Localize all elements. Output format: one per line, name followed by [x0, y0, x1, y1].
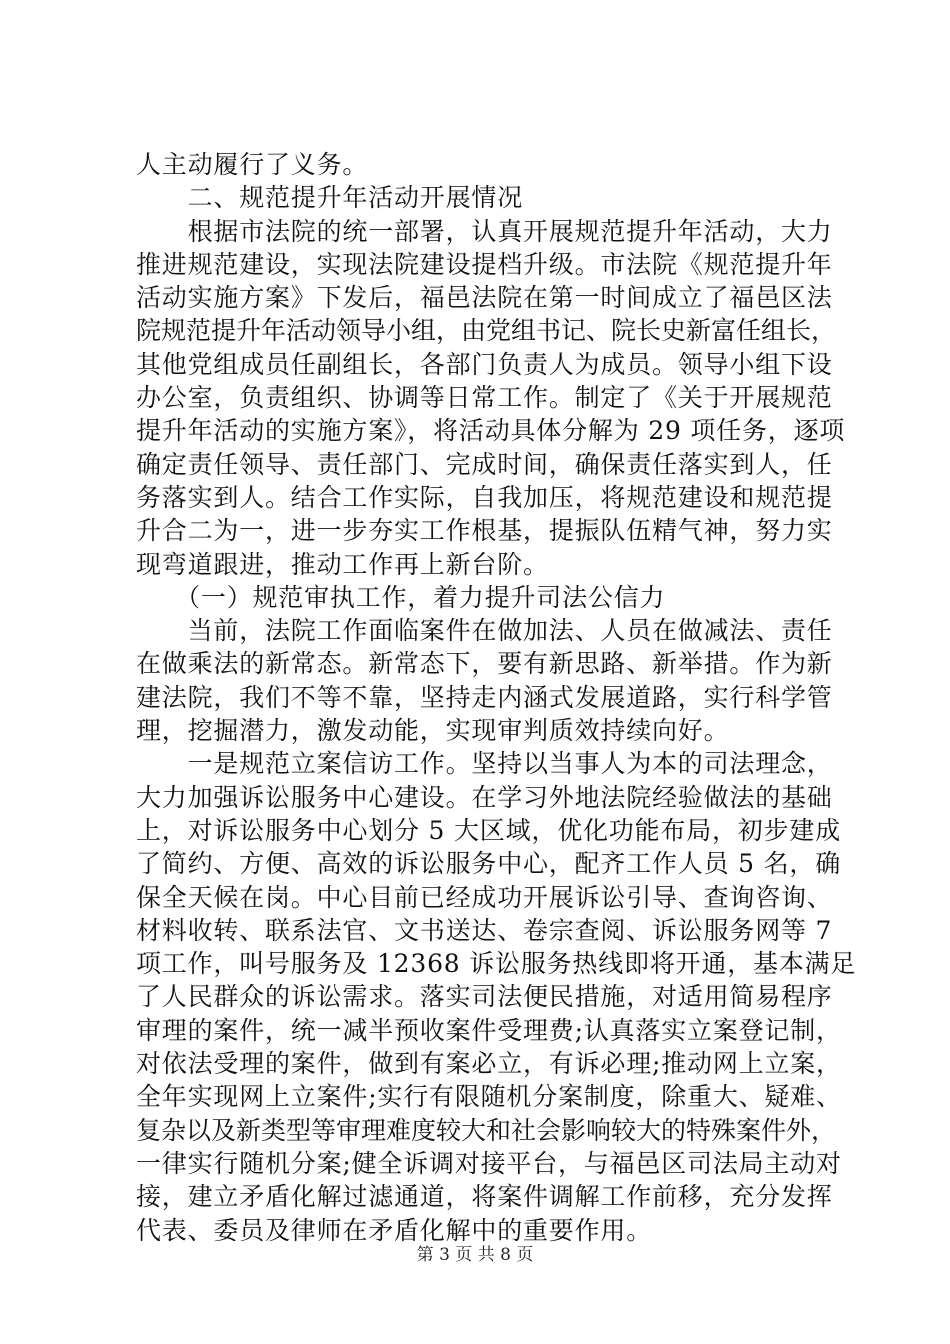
text-line: 现弯道跟进，推动工作再上新台阶。: [136, 549, 549, 579]
text-line: 接，建立矛盾化解过滤通道，将案件调解工作前移，充分发挥: [136, 1182, 833, 1212]
text-line: 一律实行随机分案;健全诉调对接平台，与福邑区司法局主动对: [136, 1148, 842, 1178]
text-line: 了简约、方便、高效的诉讼服务中心，配齐工作人员 5 名，确: [136, 849, 842, 879]
text-line: 务落实到人。结合工作实际，自我加压，将规范建设和规范提: [136, 482, 833, 512]
subsection-heading: （一）规范审执工作，着力提升司法公信力: [136, 582, 666, 612]
text-line: 在做乘法的新常态。新常态下，要有新思路、新举措。作为新: [136, 649, 833, 679]
text-line: 活动实施方案》下发后，福邑法院在第一时间成立了福邑区法: [136, 283, 833, 313]
text-line: 根据市法院的统一部署，认真开展规范提升年活动，大力: [136, 216, 833, 246]
text-line: 确定责任领导、责任部门、完成时间，确保责任落实到人，任: [136, 449, 833, 479]
text-line: 上，对诉讼服务中心划分 5 大区域，优化功能布局，初步建成: [136, 815, 842, 845]
text-line: 项工作，叫号服务及 12368 诉讼服务热线即将开通，基本满足: [136, 949, 857, 979]
text-line: 院规范提升年活动领导小组，由党组书记、院长史新富任组长，: [136, 316, 837, 346]
page-number-footer: 第 3 页 共 8 页: [416, 1245, 534, 1265]
text-line: 人主动履行了义务。: [136, 150, 369, 179]
text-line: 了人民群众的诉讼需求。落实司法便民措施，对适用简易程序: [136, 982, 833, 1012]
text-line: 一是规范立案信访工作。坚持以当事人为本的司法理念，: [136, 749, 833, 779]
text-line: 升合二为一，进一步夯实工作根基，提振队伍精气神，努力实: [136, 516, 833, 546]
text-line: 保全天候在岗。中心目前已经成功开展诉讼引导、查询咨询、: [136, 882, 833, 912]
text-line: 理，挖掘潜力，激发动能，实现审判质效持续向好。: [136, 716, 730, 746]
text-line: 推进规范建设，实现法院建设提档升级。市法院《规范提升年: [136, 249, 833, 279]
text-line: 提升年活动的实施方案》，将活动具体分解为 29 项任务，逐项: [136, 416, 846, 446]
text-line: 建法院，我们不等不靠，坚持走内涵式发展道路，实行科学管: [136, 682, 833, 712]
text-line: 当前，法院工作面临案件在做加法、人员在做减法、责任: [136, 616, 833, 646]
text-line: 代表、委员及律师在矛盾化解中的重要作用。: [136, 1215, 653, 1245]
section-heading: 二、规范提升年活动开展情况: [136, 183, 524, 213]
text-line: 大力加强诉讼服务中心建设。在学习外地法院经验做法的基础: [136, 782, 833, 812]
text-line: 其他党组成员任副组长，各部门负责人为成员。领导小组下设: [136, 349, 833, 379]
text-line: 复杂以及新类型等审理难度较大和社会影响较大的特殊案件外，: [136, 1115, 837, 1145]
text-line: 对依法受理的案件，做到有案必立，有诉必理;推动网上立案，: [136, 1049, 842, 1079]
text-line: 办公室，负责组织、协调等日常工作。制定了《关于开展规范: [136, 383, 833, 413]
text-line: 材料收转、联系法官、文书送达、卷宗查阅、诉讼服务网等 7: [136, 915, 833, 945]
document-body: [136, 148, 857, 1247]
text-line: 全年实现网上立案件;实行有限随机分案制度，除重大、疑难、: [136, 1082, 842, 1112]
text-line: 审理的案件，统一减半预收案件受理费;认真落实立案登记制，: [136, 1015, 842, 1045]
